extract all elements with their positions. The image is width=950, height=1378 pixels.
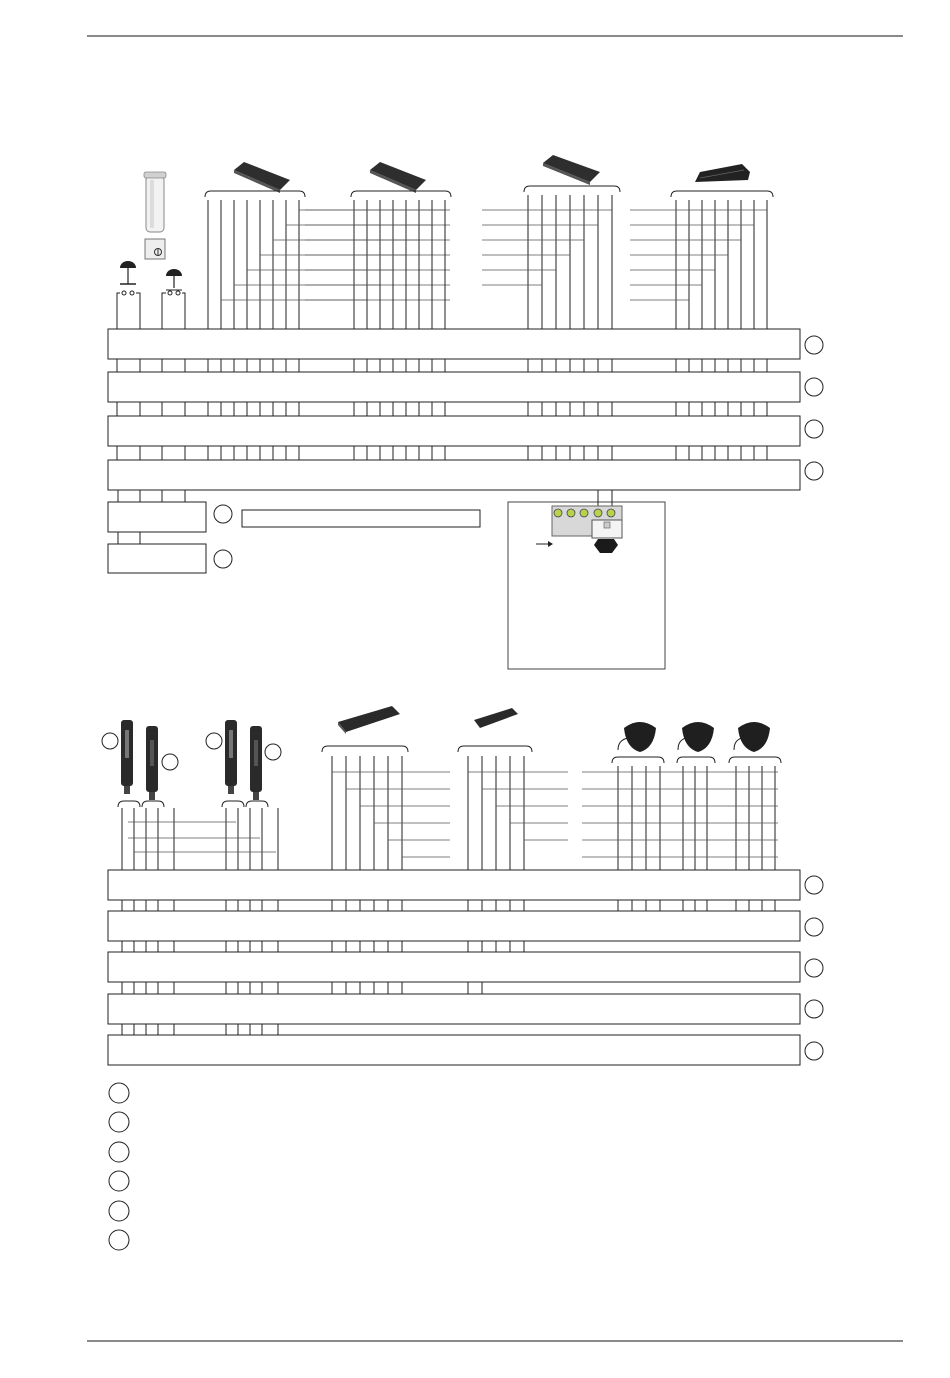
push-button-wiring bbox=[117, 293, 185, 330]
callout-circle bbox=[265, 744, 281, 760]
callout-circle bbox=[206, 733, 222, 749]
terminal-block bbox=[108, 870, 800, 900]
photocell-transmitter-icon bbox=[234, 162, 290, 193]
push-button-icon bbox=[120, 261, 136, 295]
terminal-block bbox=[108, 329, 800, 359]
safety-edge-icon bbox=[146, 726, 158, 800]
legend bbox=[109, 1083, 129, 1250]
key-switch-icon bbox=[145, 239, 165, 259]
callout-box bbox=[242, 510, 480, 527]
safety-edge-icon bbox=[121, 720, 133, 794]
legend-entry-circle bbox=[109, 1112, 129, 1132]
callout-circle bbox=[162, 754, 178, 770]
upper-wiring bbox=[208, 195, 767, 329]
terminal-block bbox=[108, 372, 800, 402]
radar-sensor-icon bbox=[338, 706, 400, 734]
terminal-block bbox=[108, 911, 800, 941]
terminal-block bbox=[108, 1035, 800, 1065]
lower-wiring bbox=[122, 756, 778, 870]
callout-circle bbox=[805, 959, 823, 977]
callout-circle bbox=[805, 1000, 823, 1018]
callout-circle bbox=[214, 550, 232, 568]
sub-block bbox=[108, 490, 206, 532]
terminal-block bbox=[108, 460, 800, 490]
terminal-block bbox=[108, 952, 800, 982]
callout-circle bbox=[214, 505, 232, 523]
callout-circle bbox=[805, 378, 823, 396]
safety-edge-icon bbox=[225, 720, 237, 794]
push-button-icon bbox=[166, 269, 182, 295]
callout-circle bbox=[805, 876, 823, 894]
legend-entry-circle bbox=[109, 1142, 129, 1162]
sensor-housing-icon bbox=[695, 164, 750, 182]
safety-edge-icon bbox=[250, 726, 262, 800]
dome-sensor-icon bbox=[734, 722, 770, 752]
terminal-block bbox=[108, 416, 800, 446]
sub-block bbox=[108, 532, 206, 573]
callout-circle bbox=[805, 420, 823, 438]
photocell-pair-icon bbox=[543, 155, 600, 185]
legend-entry-circle bbox=[109, 1171, 129, 1191]
callout-circle bbox=[805, 1042, 823, 1060]
callout-circle bbox=[805, 918, 823, 936]
callout-circle bbox=[805, 336, 823, 354]
dome-sensor-icon bbox=[678, 722, 714, 752]
group-brackets-top bbox=[205, 186, 773, 197]
group-brackets-bottom bbox=[118, 746, 781, 807]
radar-sensor-icon bbox=[474, 708, 518, 728]
dome-sensor-icon bbox=[618, 722, 656, 752]
legend-entry-circle bbox=[109, 1201, 129, 1221]
legend-entry-circle bbox=[109, 1230, 129, 1250]
terminal-detail-inset bbox=[508, 490, 665, 669]
photocell-receiver-icon bbox=[370, 162, 426, 193]
column-light-icon bbox=[144, 172, 166, 232]
callout-circle bbox=[102, 733, 118, 749]
callout-circle bbox=[805, 462, 823, 480]
terminal-block bbox=[108, 994, 800, 1024]
legend-entry-circle bbox=[109, 1083, 129, 1103]
